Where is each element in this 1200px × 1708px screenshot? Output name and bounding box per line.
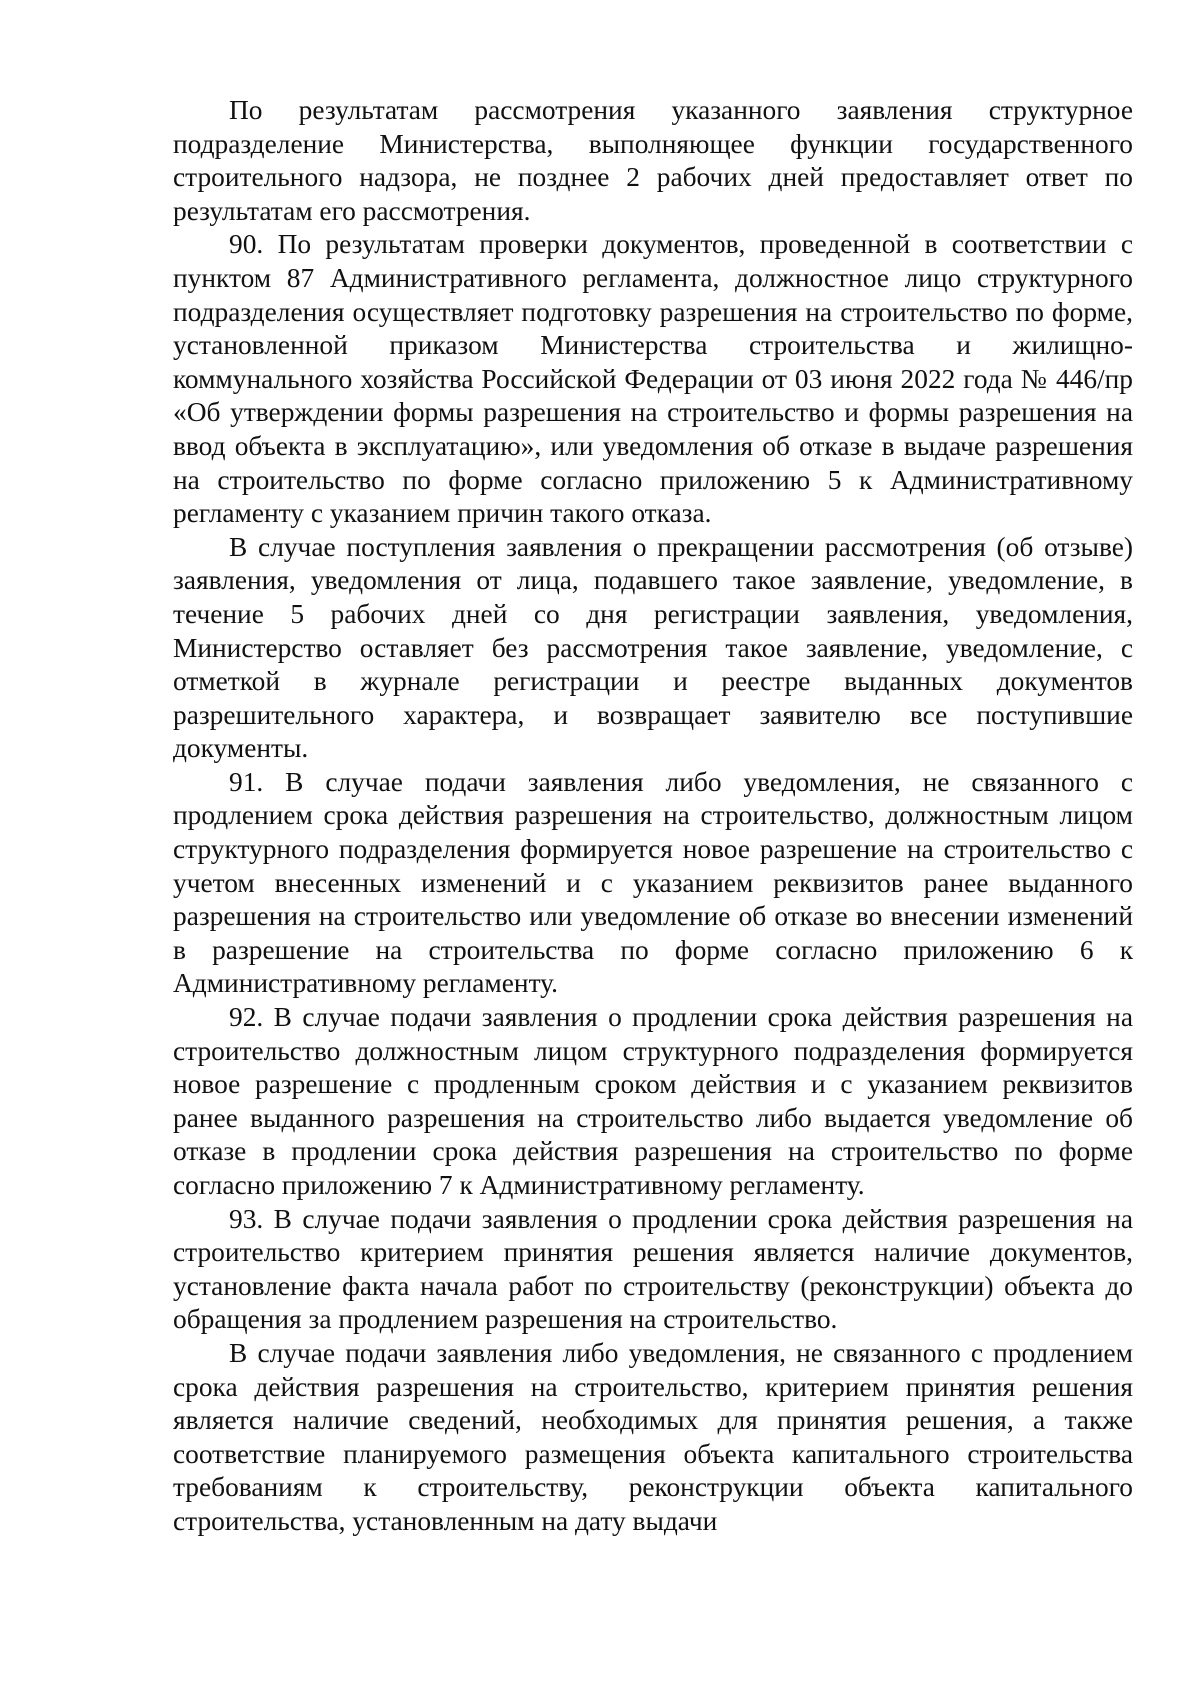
paragraph-withdrawal: В случае поступления заявления о прекращении рассмотрения (об отзыве) заявления, уведомления от лица, подавшего такое заявление, уведомление, в течение 5 рабочих дней со дня регистрации заявления, уведомления, Министерство оставляет без рассмотрения такое заявление, уведомление, с отметкой в журнале регистрации и реестре выданных документов разрешительного характера, и возвращает заявителю все поступившие документы.: [173, 531, 1133, 764]
paragraph-91: 91. В случае подачи заявления либо уведомления, не связанного с продлением срока действия разрешения на строительство, должностным лицом структурного подразделения формируется новое разрешение на строительство с учетом внесенных изменений и с указанием реквизитов ранее выданного разрешения на строительство или уведомление об отказе во внесении изменений в разрешение на строительства по форме согласно приложению 6 к Административному регламенту.: [173, 766, 1133, 999]
document-body: [173, 94, 1133, 1539]
paragraph-93: 93. В случае подачи заявления о продлении срока действия разрешения на строительство критерием принятия решения является наличие документов, установление факта начала работ по строительству (реконструкции) объекта до обращения за продлением разрешения на строительство.: [173, 1203, 1133, 1335]
paragraph-92: 92. В случае подачи заявления о продлении срока действия разрешения на строительство должностным лицом структурного подразделения формируется новое разрешение с продленным сроком действия и с указанием реквизитов ранее выданного разрешения на строительство либо выдается уведомление об отказе в продлении срока действия разрешения на строительство по форме согласно приложению 7 к Административному регламенту.: [173, 1002, 1133, 1200]
paragraph-review-result: По результатам рассмотрения указанного заявления структурное подразделение Министерства, выполняющее функции государственного строительного надзора, не позднее 2 рабочих дней предоставляет ответ по результатам его рассмотрения.: [173, 95, 1133, 226]
paragraph-criteria: В случае подачи заявления либо уведомления, не связанного с продлением срока действия разрешения на строительство, критерием принятия решения является наличие сведений, необходимых для принятия решения, а также соответствие планируемого размещения объекта капитального строительства требованиям к строительству, реконструкции объекта капитального строительства, установленным на дату выдачи: [173, 1337, 1133, 1536]
paragraph-90: 90. По результатам проверки документов, проведенной в соответствии с пунктом 87 Административного регламента, должностное лицо структурного подразделения осуществляет подготовку разрешения на строительство по форме, установленной приказом Министерства строительства и жилищно-коммунального хозяйства Российской Федерации от 03 июня 2022 года № 446/пр «Об утверждении формы разрешения на строительство и формы разрешения на ввод объекта в эксплуатацию», или уведомления об отказе в выдаче разрешения на строительство по форме согласно приложению 5 к Административному регламенту с указанием причин такого отказа.: [173, 229, 1133, 529]
